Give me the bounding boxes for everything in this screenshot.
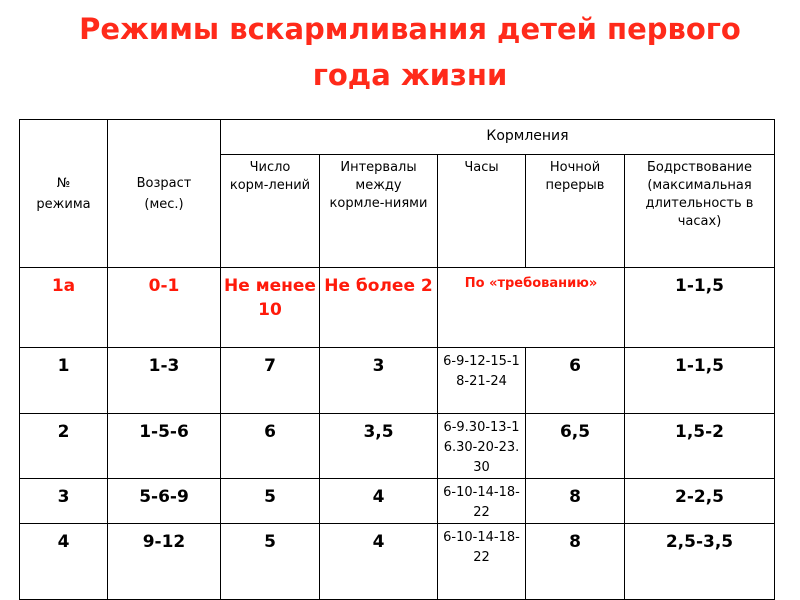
header-row-1: [20, 120, 775, 155]
header-mode: № режима: [20, 120, 108, 268]
table-row: [20, 348, 775, 414]
cell-count: 7: [221, 348, 320, 414]
cell-awake: 2,5-3,5: [625, 524, 775, 600]
header-count: Число корм-лений: [221, 155, 320, 268]
title-line-2: года жизни: [312, 58, 508, 92]
cell-count: 6: [221, 414, 320, 479]
cell-on-demand: По «требованию»: [438, 268, 625, 348]
header-night-break: Ночной перерыв: [526, 155, 625, 268]
cell-awake: 1,5-2: [625, 414, 775, 479]
cell-interval: Не более 2: [320, 268, 438, 348]
cell-awake: 1-1,5: [625, 268, 775, 348]
header-interval: Интервалы между кормле-ниями: [320, 155, 438, 268]
cell-count: 5: [221, 479, 320, 524]
cell-age: 0-1: [108, 268, 221, 348]
cell-hours: 6-9-12-15-18-21-24: [438, 348, 526, 414]
cell-mode: 1: [20, 348, 108, 414]
cell-mode: 2: [20, 414, 108, 479]
table-row: [20, 268, 775, 348]
cell-hours: 6-10-14-18-22: [438, 479, 526, 524]
cell-interval: 3,5: [320, 414, 438, 479]
title-line-1: Режимы вскармливания детей первого: [79, 12, 741, 46]
cell-night-break: 6: [526, 348, 625, 414]
cell-night-break: 8: [526, 524, 625, 600]
cell-interval: 3: [320, 348, 438, 414]
cell-night-break: 8: [526, 479, 625, 524]
cell-age: 1-5-6: [108, 414, 221, 479]
table-row: [20, 524, 775, 600]
cell-mode: 1а: [20, 268, 108, 348]
table-row: [20, 479, 775, 524]
cell-hours: 6-10-14-18-22: [438, 524, 526, 600]
cell-age: 9-12: [108, 524, 221, 600]
cell-night-break: 6,5: [526, 414, 625, 479]
cell-age: 5-6-9: [108, 479, 221, 524]
header-hours: Часы: [438, 155, 526, 268]
feeding-regimes-table: [19, 119, 775, 600]
cell-awake: 2-2,5: [625, 479, 775, 524]
cell-interval: 4: [320, 479, 438, 524]
header-awake: Бодрствование (максимальная длительность в часах): [625, 155, 775, 268]
cell-mode: 3: [20, 479, 108, 524]
page-title: [20, 6, 800, 98]
cell-awake: 1-1,5: [625, 348, 775, 414]
cell-count: 5: [221, 524, 320, 600]
header-feedings: Кормления: [221, 120, 775, 155]
cell-hours: 6-9.30-13-16.30-20-23.30: [438, 414, 526, 479]
cell-mode: 4: [20, 524, 108, 600]
header-age: Возраст (мес.): [108, 120, 221, 268]
cell-age: 1-3: [108, 348, 221, 414]
cell-count: Не менее 10: [221, 268, 320, 348]
cell-interval: 4: [320, 524, 438, 600]
table-row: [20, 414, 775, 479]
